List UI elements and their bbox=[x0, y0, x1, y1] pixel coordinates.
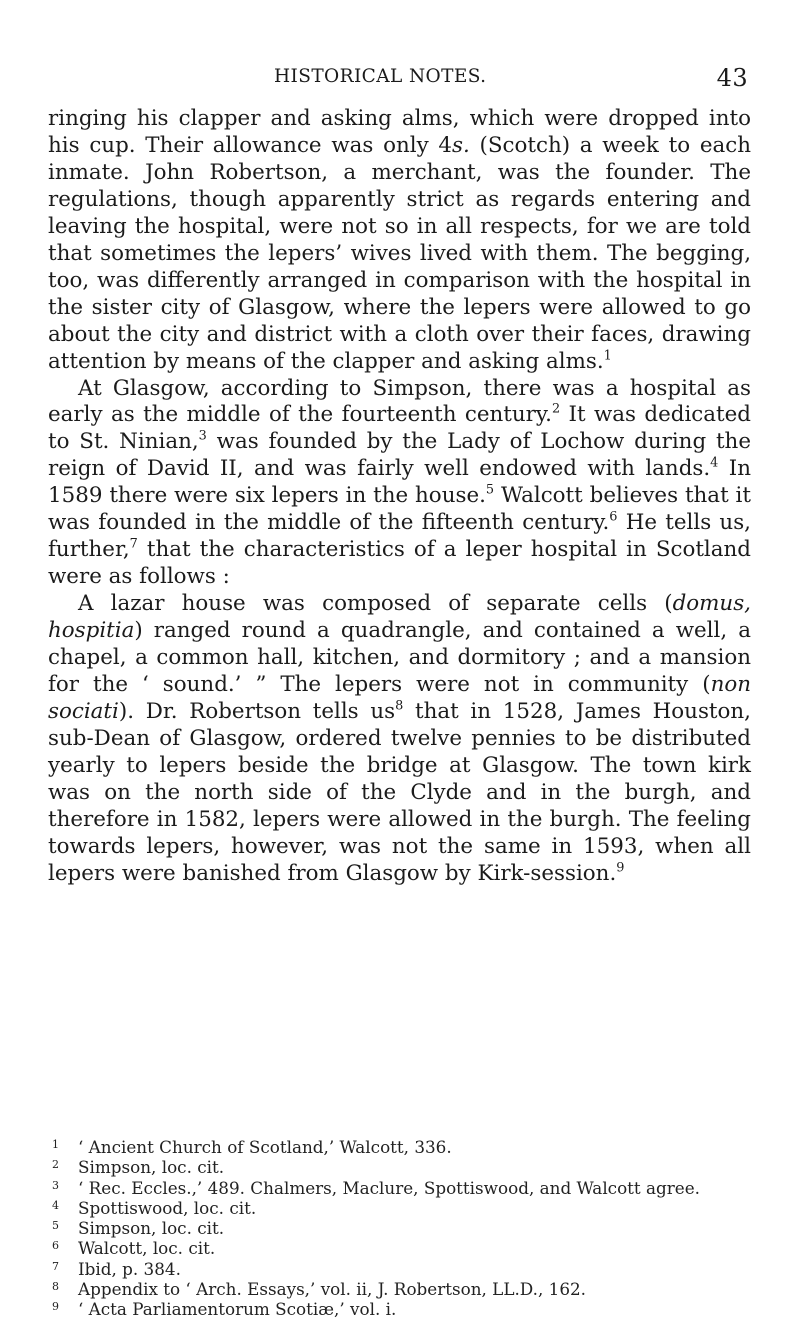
text-run: that in 1528, James Houston, sub-Dean of Glasgow, ordered twelve pennies to be distributed yearly to lepers beside the bridge at Glasgow. The town kirk was on the north side of the Clyde and in the burgh, and therefore in 1582, lepers were allowed in the burgh. The feeling towards lepers, however, was not the same in 1593, when all lepers were banished from Glasgow by Kirk-session. bbox=[48, 698, 751, 886]
footnote bbox=[48, 1178, 748, 1198]
text-run: In 1589 there were six lepers in the house. bbox=[48, 456, 752, 509]
footnote bbox=[48, 1198, 748, 1218]
footnote-text: Ibid, p. 384. bbox=[78, 1258, 181, 1279]
footnote-number: 7 bbox=[52, 1259, 59, 1273]
text-run: ringing his clapper and asking alms, which were dropped into his cup. Their allowance was only 4 bbox=[48, 106, 751, 158]
text-run: It was dedicated to St. Ninian, bbox=[48, 402, 751, 455]
text-run: Walcott believes that it was founded in the middle of the fifteenth century. bbox=[48, 483, 751, 536]
page-number: 43 bbox=[716, 64, 748, 92]
text-run: ). Dr. Robertson tells us bbox=[118, 698, 396, 724]
footnote-text: Walcott, loc. cit. bbox=[78, 1238, 216, 1259]
text-run: ) ranged round a quadrangle, and contained a well, a chapel, a common hall, kitchen, and dormitory ; and a mansion for the ‘ sound.’ ” The lepers were not in community ( bbox=[48, 618, 751, 698]
page-header bbox=[48, 64, 748, 94]
footnote-number: 9 bbox=[52, 1300, 59, 1314]
footnote-ref: 6 bbox=[609, 509, 618, 525]
footnote-text: Simpson, loc. cit. bbox=[78, 1218, 225, 1239]
footnote-text: Spottiswood, loc. cit. bbox=[78, 1197, 257, 1218]
footnote-ref: 3 bbox=[198, 429, 207, 445]
footnote bbox=[48, 1238, 748, 1258]
footnote bbox=[48, 1299, 748, 1319]
footnote bbox=[48, 1157, 748, 1177]
footnote bbox=[48, 1218, 748, 1238]
footnote-ref: 7 bbox=[129, 536, 138, 552]
footnote bbox=[48, 1137, 748, 1157]
footnote-number: 8 bbox=[52, 1280, 59, 1294]
footnote-text: ‘ Ancient Church of Scotland,’ Walcott, 336. bbox=[78, 1137, 452, 1157]
footnote-number: 2 bbox=[52, 1158, 59, 1172]
running-head: HISTORICAL NOTES. bbox=[274, 66, 487, 87]
paragraph bbox=[48, 106, 751, 376]
footnote-ref: 9 bbox=[616, 860, 625, 876]
footnote-text: ‘ Rec. Eccles.,’ 489. Chalmers, Maclure, Spottiswood, and Walcott agree. bbox=[78, 1177, 700, 1198]
body-text bbox=[48, 106, 751, 888]
footnote-ref: 5 bbox=[485, 483, 495, 498]
footnote-text: Simpson, loc. cit. bbox=[78, 1157, 225, 1178]
footnote-number: 5 bbox=[52, 1219, 59, 1233]
text-run: At Glasgow, according to Simpson, there was a hospital as early as the middle of the fourteenth century. bbox=[48, 375, 751, 428]
footnote-ref: 4 bbox=[710, 456, 719, 472]
text-run: was founded by the Lady of Lochow during the reign of David II, and was fairly well endowed with lands. bbox=[48, 429, 751, 482]
footnote-ref: 8 bbox=[395, 698, 404, 714]
italic-text: non sociati bbox=[48, 672, 751, 724]
footnote-ref: 1 bbox=[603, 348, 612, 364]
text-run: He tells us, further, bbox=[48, 510, 751, 563]
text-run: that the characteristics of a leper hospital in Scotland were as follows : bbox=[48, 537, 751, 590]
footnote-number: 6 bbox=[52, 1239, 59, 1253]
footnote-number: 4 bbox=[52, 1198, 59, 1212]
footnote bbox=[48, 1279, 748, 1299]
footnote-text: Appendix to ‘ Arch. Essays,’ vol. ii, J. Robertson, LL.D., 162. bbox=[78, 1279, 587, 1300]
text-run: (Scotch) a week to each inmate. John Robertson, a merchant, was the founder. The regulations, though apparently strict as regards entering and leaving the hospital, were not so in all respects, for we are told that sometimes the lepers’ wives lived with them. The begging, too, was differently arranged in comparison with the hospital in the sister city of Glasgow, where the lepers were allowed to go about the city and district with a cloth over their faces, drawing attention by means of the clapper and asking alms. bbox=[48, 132, 751, 374]
footnote bbox=[48, 1259, 748, 1279]
paragraph bbox=[48, 591, 751, 887]
footnote-number: 1 bbox=[52, 1138, 59, 1151]
italic-text: s. bbox=[452, 132, 470, 158]
text-run: A lazar house was composed of separate cells ( bbox=[78, 591, 673, 617]
italic-text: domus, hospitia bbox=[48, 591, 751, 644]
footnotes bbox=[48, 1137, 748, 1320]
footnote-ref: 2 bbox=[551, 402, 561, 418]
footnote-number: 3 bbox=[52, 1178, 59, 1192]
paragraph bbox=[48, 376, 751, 592]
footnote-text: ‘ Acta Parliamentorum Scotiæ,’ vol. i. bbox=[78, 1299, 397, 1320]
